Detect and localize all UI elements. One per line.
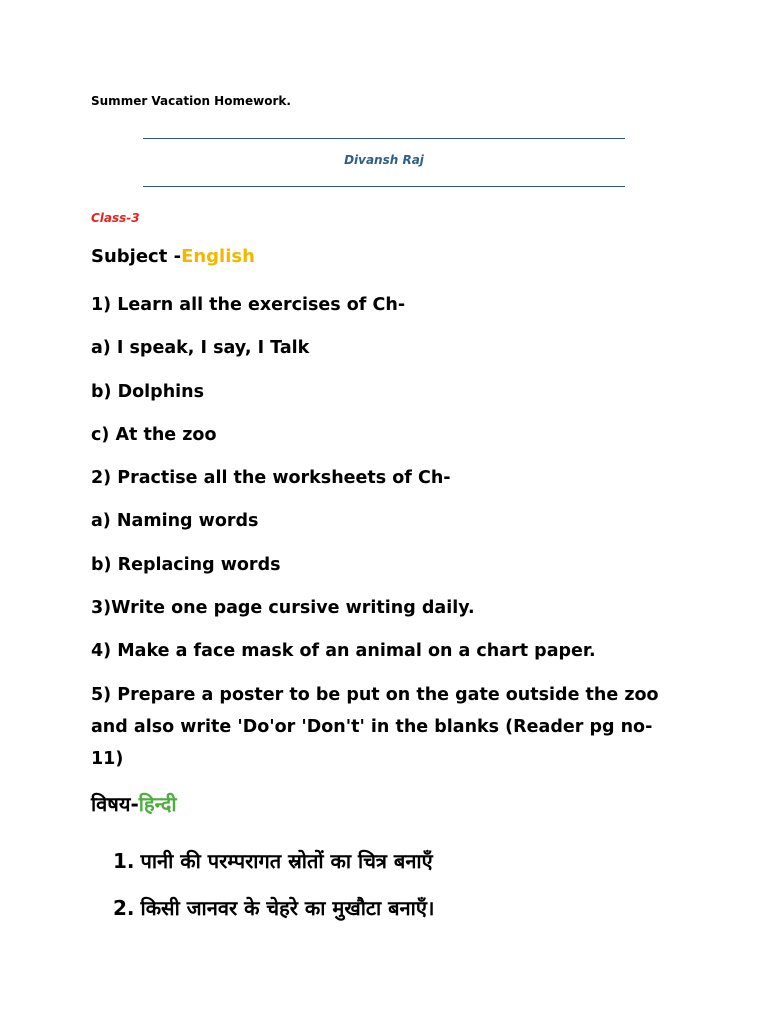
hindi-task-item <box>113 889 434 927</box>
english-task-item: b) Replacing words <box>91 554 281 575</box>
hindi-task-list <box>113 842 434 936</box>
english-task-item: 1) Learn all the exercises of Ch- <box>91 295 406 315</box>
english-task-item: b) Dolphins <box>91 381 205 402</box>
english-subject-heading <box>91 246 255 267</box>
hindi-subject-heading <box>91 790 177 817</box>
hindi-task-number: 1. <box>113 849 135 873</box>
hindi-subject-prefix: विषय- <box>91 792 139 816</box>
class-label: Class-3 <box>91 211 140 225</box>
english-task-item: a) Naming words <box>91 511 259 532</box>
english-task-item: 2) Practise all the worksheets of Ch- <box>91 468 451 489</box>
english-subject-name: English <box>181 246 255 267</box>
english-task-item: c) At the zoo <box>91 424 217 445</box>
hindi-task-text: किसी जानवर के चेहरे का मुखौटा बनाएँ। <box>140 896 435 920</box>
english-task-item: a) I speak, I say, I Talk <box>91 338 310 359</box>
english-task-item: 3)Write one page cursive writing daily. <box>91 598 475 619</box>
english-task-list <box>91 289 681 786</box>
hindi-task-item <box>113 842 434 880</box>
header-rule-bottom <box>143 186 625 187</box>
english-subject-prefix: Subject - <box>91 246 182 267</box>
english-task-item: 4) Make a face mask of an animal on a chart paper. <box>91 641 596 662</box>
document-title: Summer Vacation Homework. <box>91 94 291 108</box>
header-rule-top <box>143 138 625 139</box>
hindi-task-text: पानी की परम्परागत स्रोतों का चित्र बनाएँ <box>140 849 433 873</box>
english-task-item: 5) Prepare a poster to be put on the gate outside the zoo and also write 'Do'or 'Don't' in the blanks (Reader pg no-11) <box>91 684 659 769</box>
author-name: Divansh Raj <box>344 153 424 167</box>
hindi-task-number: 2. <box>113 896 135 920</box>
hindi-subject-name: हिन्दी <box>138 792 177 816</box>
